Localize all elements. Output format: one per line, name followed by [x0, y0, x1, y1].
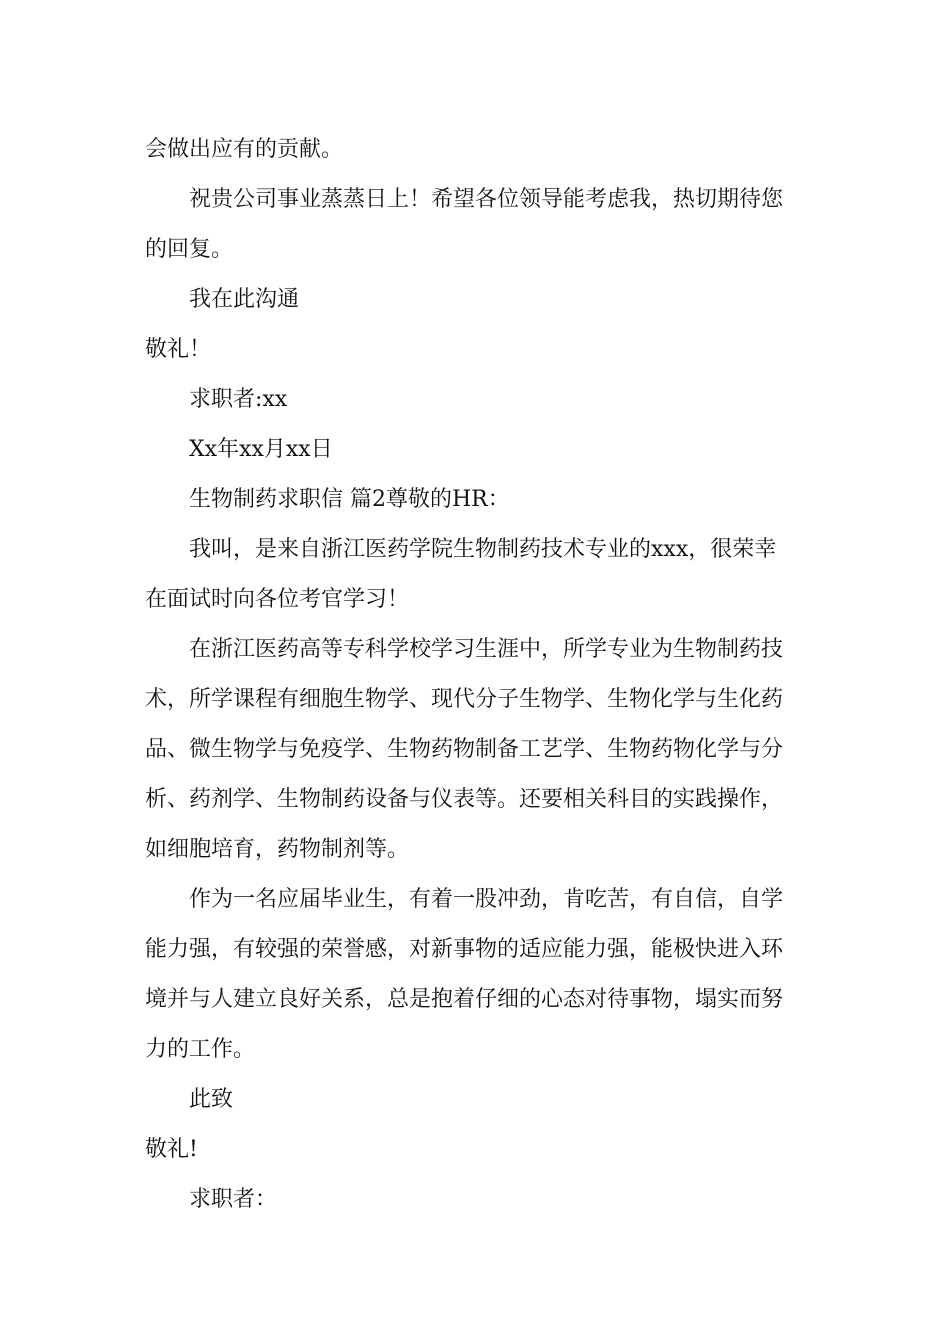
text-line: 在面试时向各位考官学习！	[145, 587, 410, 612]
text-line: 敬礼!	[145, 1137, 198, 1162]
text-line: 敬礼！	[145, 337, 212, 362]
text-line: 境并与人建立良好关系，总是抱着仔细的心态对待事物，塌实而努	[145, 987, 784, 1012]
text-line: 求职者:xx	[189, 387, 288, 412]
text-line: 此致	[189, 1087, 234, 1112]
text-line: 析、药剂学、生物制药设备与仪表等。还要相关科目的实践操作，	[145, 787, 784, 812]
text-line: 的回复。	[145, 237, 234, 262]
text-line: 如细胞培育，药物制剂等。	[145, 837, 410, 862]
text-line: 会做出应有的贡献。	[145, 137, 344, 162]
text-line: 祝贵公司事业蒸蒸日上！希望各位领导能考虑我，热切期待您	[189, 187, 784, 212]
text-line: Xx年xx月xx日	[189, 437, 333, 462]
text-line: 我在此沟通	[189, 287, 300, 312]
text-line: 作为一名应届毕业生，有着一股冲劲，肯吃苦，有自信，自学	[189, 887, 784, 912]
text-line: 在浙江医药高等专科学校学习生涯中，所学专业为生物制药技	[189, 637, 784, 662]
text-line: 能力强，有较强的荣誉感，对新事物的适应能力强，能极快进入环	[145, 937, 784, 962]
section-heading: 生物制药求职信 篇2尊敬的HR：	[189, 487, 510, 512]
text-line: 力的工作。	[145, 1037, 256, 1062]
text-line: 求职者：	[189, 1187, 278, 1212]
text-line: 我叫，是来自浙江医药学院生物制药技术专业的xxx，很荣幸	[189, 537, 777, 562]
text-line: 品、微生物学与免疫学、生物药物制备工艺学、生物药物化学与分	[145, 737, 784, 762]
text-line: 术，所学课程有细胞生物学、现代分子生物学、生物化学与生化药	[145, 687, 784, 712]
document-body	[145, 125, 810, 1225]
